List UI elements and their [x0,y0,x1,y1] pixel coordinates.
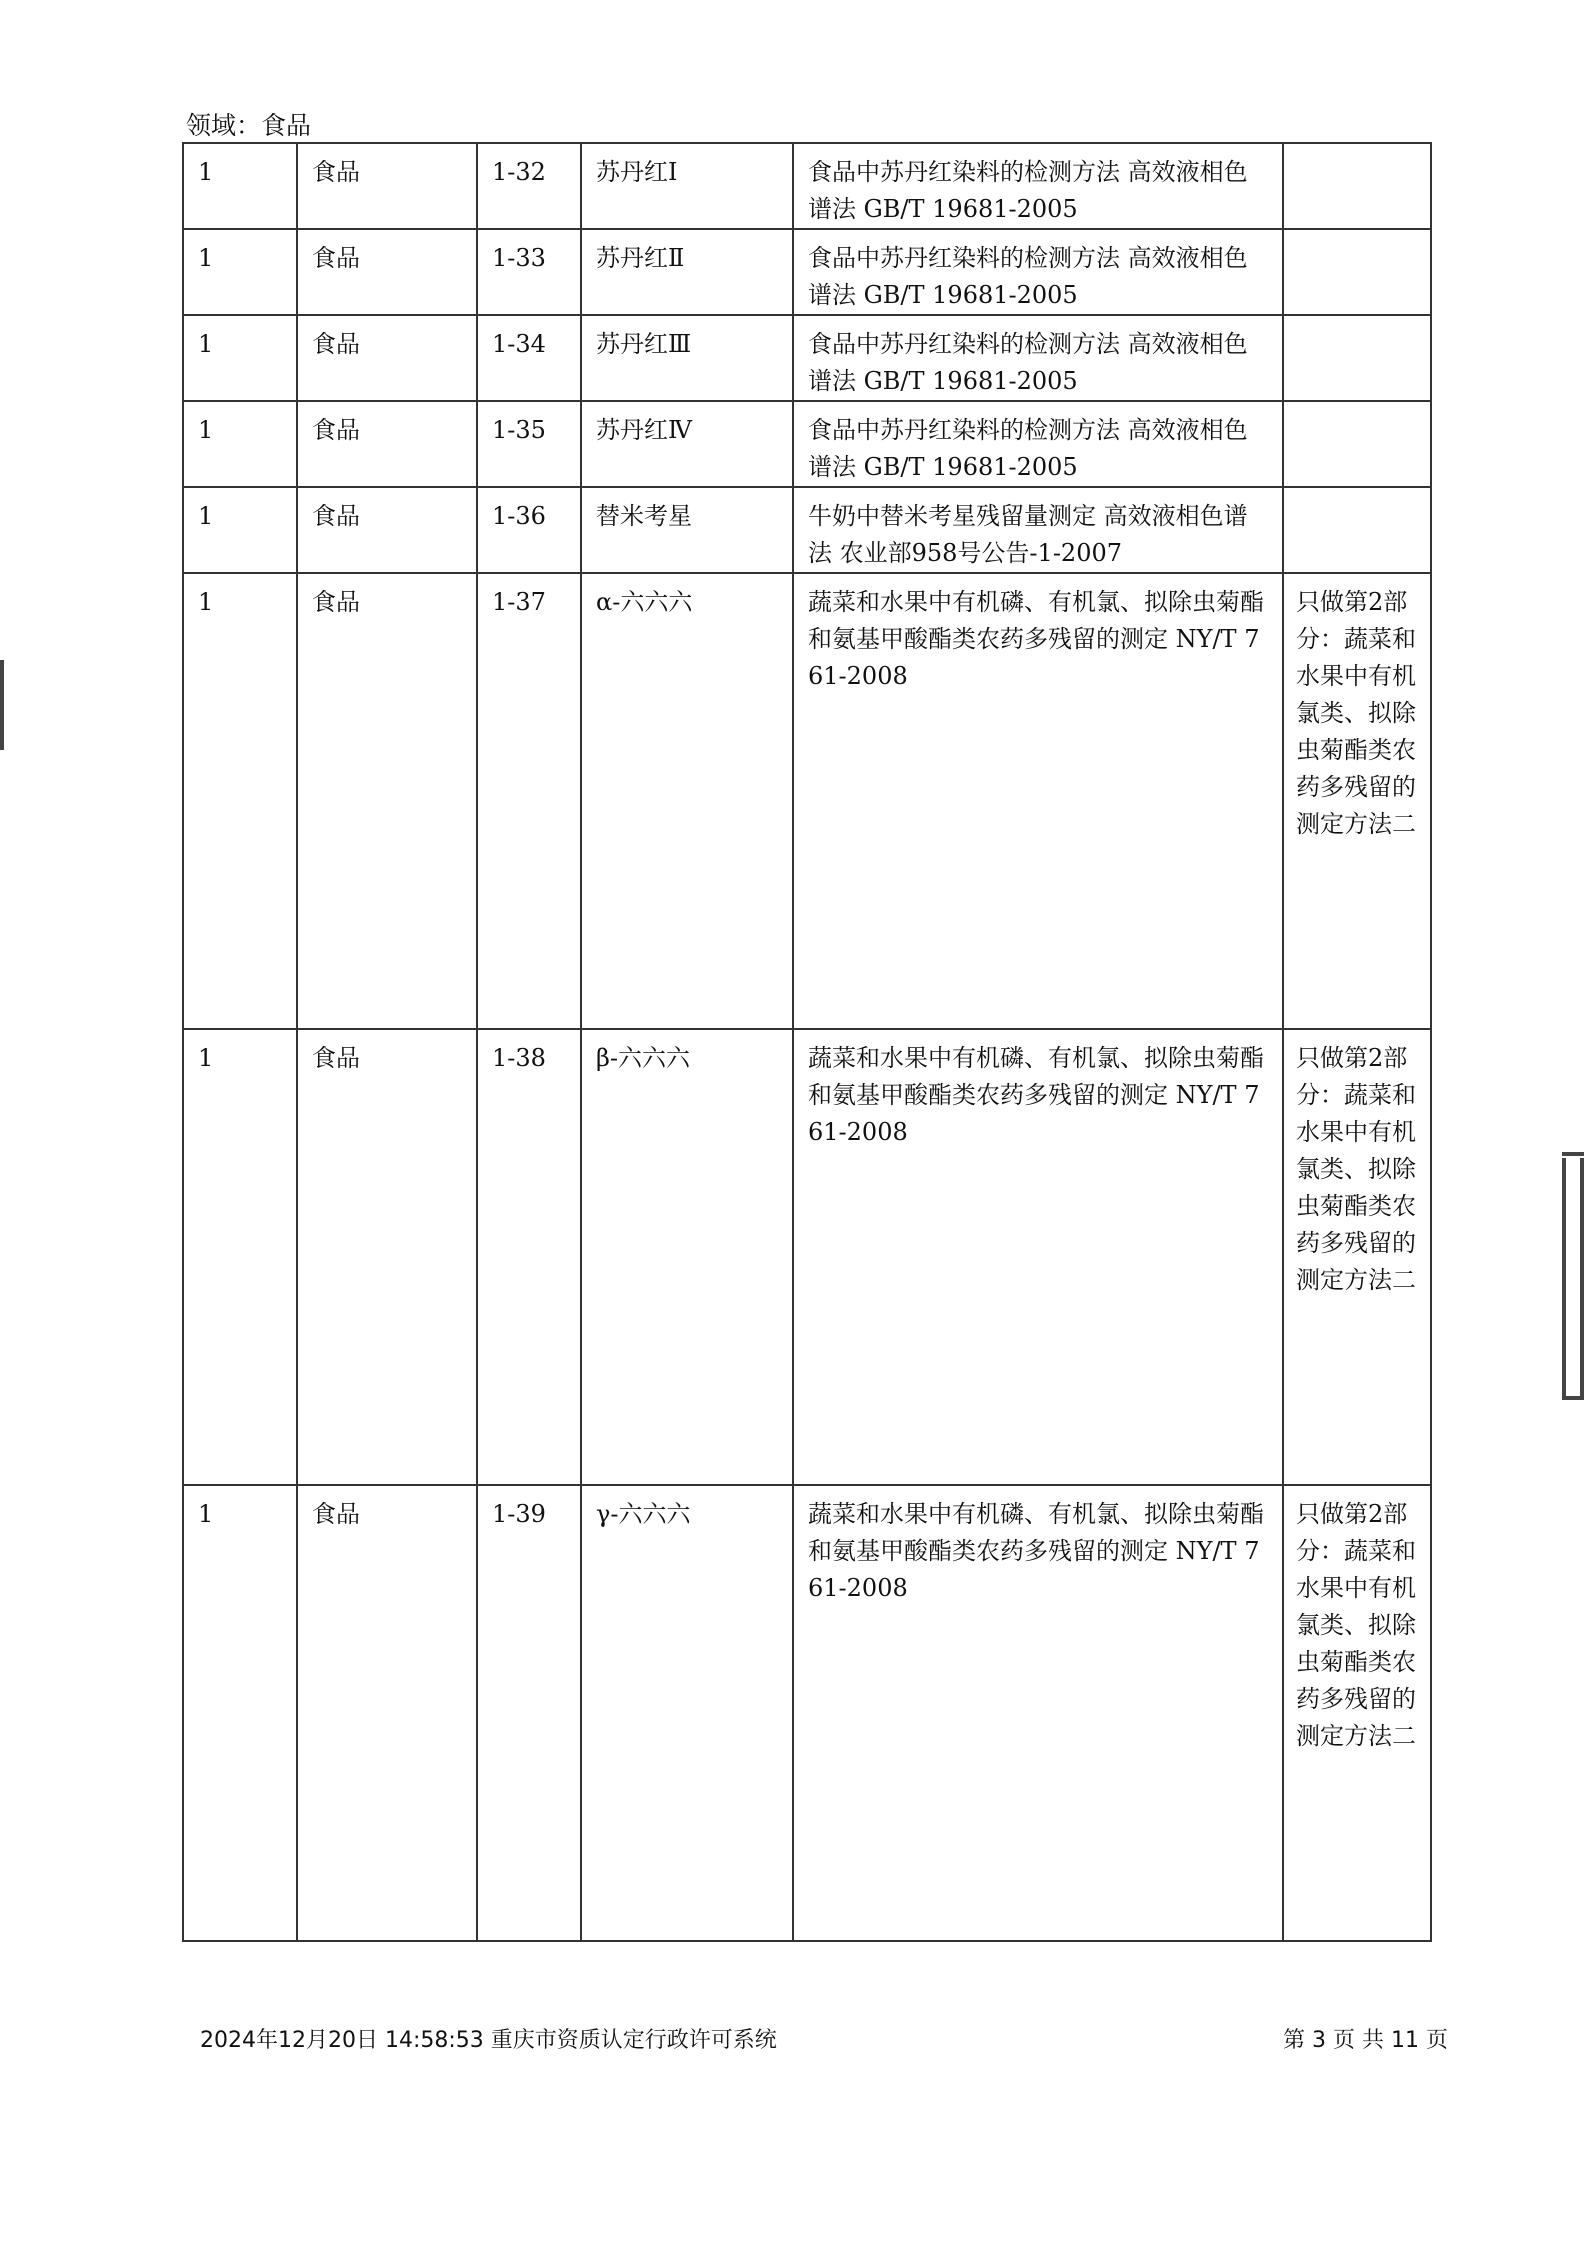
seq-cell: 1 [183,315,297,401]
item-no-cell: 1-39 [477,1485,581,1941]
seq-cell: 1 [183,229,297,315]
table-row [183,573,1431,1029]
item-no-cell: 1-36 [477,487,581,573]
item-no-cell: 1-33 [477,229,581,315]
scope-table [182,142,1432,1942]
seq-cell: 1 [183,401,297,487]
scan-edge-mark [1580,1158,1584,1398]
seq-cell: 1 [183,573,297,1029]
category-cell: 食品 [297,487,477,573]
table-row [183,229,1431,315]
note-cell: 只做第2部分：蔬菜和水果中有机氯类、拟除虫菊酯类农药多残留的测定方法二 [1283,1029,1431,1485]
seq-cell: 1 [183,487,297,573]
category-cell: 食品 [297,1485,477,1941]
item-name-cell: 苏丹红Ⅲ [581,315,793,401]
item-name-cell: α-六六六 [581,573,793,1029]
item-no-cell: 1-35 [477,401,581,487]
note-cell [1283,315,1431,401]
category-cell: 食品 [297,573,477,1029]
category-cell: 食品 [297,229,477,315]
standard-cell: 蔬菜和水果中有机磷、有机氯、拟除虫菊酯和氨基甲酸酯类农药多残留的测定 NY/T 761-2008 [793,573,1283,1029]
domain-label: 领域：食品 [186,111,312,140]
standard-cell: 食品中苏丹红染料的检测方法 高效液相色谱法 GB/T 19681-2005 [793,229,1283,315]
standard-cell: 食品中苏丹红染料的检测方法 高效液相色谱法 GB/T 19681-2005 [793,143,1283,229]
standard-cell: 牛奶中替米考星残留量测定 高效液相色谱法 农业部958号公告-1-2007 [793,487,1283,573]
note-cell: 只做第2部分：蔬菜和水果中有机氯类、拟除虫菊酯类农药多残留的测定方法二 [1283,573,1431,1029]
category-cell: 食品 [297,143,477,229]
table-row [183,487,1431,573]
category-cell: 食品 [297,1029,477,1485]
scan-edge-mark [1562,1152,1584,1156]
standard-cell: 食品中苏丹红染料的检测方法 高效液相色谱法 GB/T 19681-2005 [793,315,1283,401]
seq-cell: 1 [183,143,297,229]
category-cell: 食品 [297,315,477,401]
item-no-cell: 1-32 [477,143,581,229]
scan-edge-mark [0,660,4,750]
item-name-cell: γ-六六六 [581,1485,793,1941]
note-cell: 只做第2部分：蔬菜和水果中有机氯类、拟除虫菊酯类农药多残留的测定方法二 [1283,1485,1431,1941]
note-cell [1283,143,1431,229]
table-row [183,315,1431,401]
item-no-cell: 1-37 [477,573,581,1029]
note-cell [1283,229,1431,315]
footer-page-info: 第 3 页 共 11 页 [1283,2028,1448,2053]
seq-cell: 1 [183,1485,297,1941]
note-cell [1283,487,1431,573]
item-no-cell: 1-38 [477,1029,581,1485]
item-name-cell: 苏丹红Ⅱ [581,229,793,315]
seq-cell: 1 [183,1029,297,1485]
note-cell [1283,401,1431,487]
item-name-cell: 苏丹红Ⅳ [581,401,793,487]
standard-cell: 蔬菜和水果中有机磷、有机氯、拟除虫菊酯和氨基甲酸酯类农药多残留的测定 NY/T 761-2008 [793,1029,1283,1485]
item-name-cell: 苏丹红Ⅰ [581,143,793,229]
table-row [183,1485,1431,1941]
table-row [183,1029,1431,1485]
standard-cell: 蔬菜和水果中有机磷、有机氯、拟除虫菊酯和氨基甲酸酯类农药多残留的测定 NY/T 761-2008 [793,1485,1283,1941]
scan-edge-mark [1562,1396,1584,1400]
standard-cell: 食品中苏丹红染料的检测方法 高效液相色谱法 GB/T 19681-2005 [793,401,1283,487]
table-row [183,401,1431,487]
footer-timestamp-system: 2024年12月20日 14:58:53 重庆市资质认定行政许可系统 [200,2028,777,2053]
category-cell: 食品 [297,401,477,487]
item-name-cell: 替米考星 [581,487,793,573]
table-row [183,143,1431,229]
scan-edge-mark [1562,1158,1566,1398]
item-no-cell: 1-34 [477,315,581,401]
item-name-cell: β-六六六 [581,1029,793,1485]
